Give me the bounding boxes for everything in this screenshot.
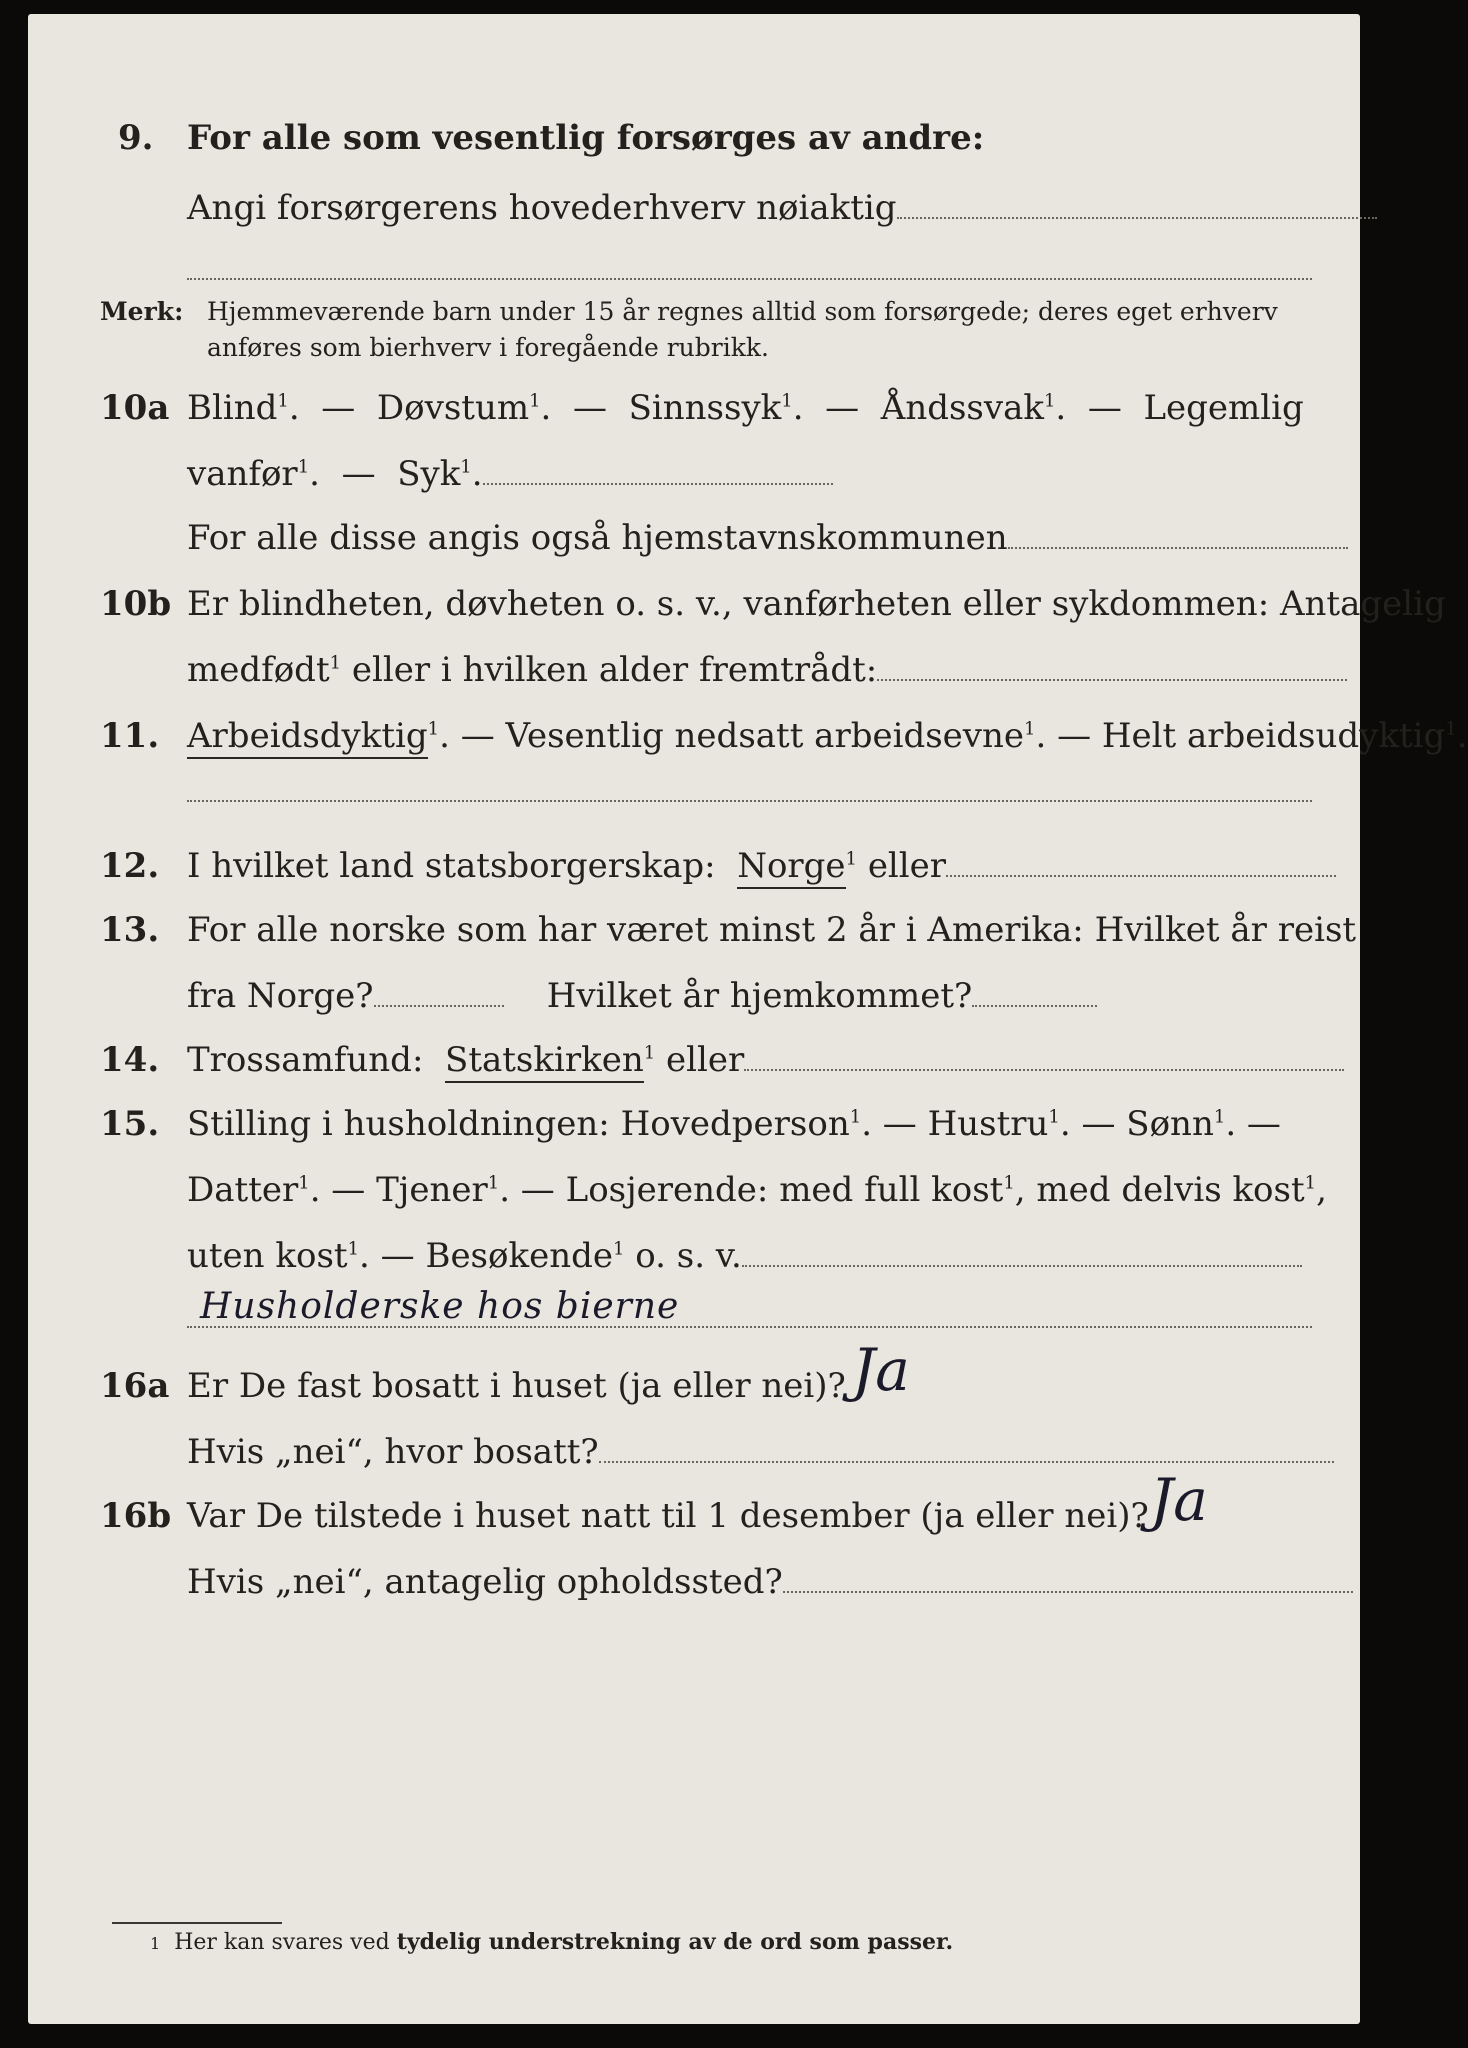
q16a-line1: Er De fast bosatt i huset (ja eller nei)? xyxy=(187,1366,846,1406)
q10a-sinnssyk: Sinnssyk xyxy=(628,388,782,428)
q10a-dovstum: Døvstum xyxy=(376,388,530,428)
q14-line: Trossamfund: Statskirken$^1$ eller xyxy=(187,1040,1344,1080)
q16b-number: 16b xyxy=(100,1496,172,1536)
q10b-line2: medfødt$^1$ eller i hvilken alder fremtrådt: xyxy=(187,650,1347,690)
q10a-number: 10a xyxy=(100,388,170,428)
q13-return-line xyxy=(972,1005,1097,1007)
q15-line2: Datter$^1$. — Tjener$^1$. — Losjerende: med full kost$^1$, med delvis kost$^1$, xyxy=(187,1170,1327,1210)
q13-departure-line xyxy=(374,1005,504,1007)
q10a-municipality-line xyxy=(1008,547,1348,549)
q10a-blind: Blind xyxy=(187,388,278,428)
q9-answer-line xyxy=(897,217,1377,219)
merk-line1: Hjemmeværende barn under 15 år regnes alltid som forsørgede; deres eget erhverv xyxy=(207,297,1278,326)
q11-arbeidsdyktig-underlined: Arbeidsdyktig xyxy=(187,716,428,759)
merk-label: Merk: xyxy=(100,297,184,326)
q14-statskirken-underlined: Statskirken xyxy=(445,1040,644,1083)
q15-answer-line xyxy=(742,1265,1302,1267)
q10a-line1: Blind$^1$. — Døvstum$^1$. — Sinnssyk$^1$. — Åndssvak$^1$. — Legemlig xyxy=(187,388,1304,428)
q15-number: 15. xyxy=(100,1104,160,1144)
q10b-number: 10b xyxy=(100,584,172,624)
merk-line2: anføres som bierhverv i foregående rubrikk. xyxy=(207,333,769,362)
q13-line2: fra Norge? Hvilket år hjemkommet? xyxy=(187,976,1097,1016)
q12-answer-line xyxy=(946,875,1336,877)
q14-number: 14. xyxy=(100,1040,160,1080)
q10a-answer-line xyxy=(483,483,833,485)
q16a-line2: Hvis „nei“, hvor bosatt? xyxy=(187,1432,1334,1472)
q16b-answer-line xyxy=(783,1591,1353,1593)
q16a-number: 16a xyxy=(100,1366,170,1406)
q15-handwritten-answer: Husholderske hos bierne xyxy=(200,1286,680,1327)
q16a-handwritten-answer: Ja xyxy=(852,1336,910,1404)
q9-main-occupation-label: Angi forsørgerens hovederhverv nøiaktig xyxy=(187,188,897,228)
q12-number: 12. xyxy=(100,846,160,886)
q15-line3: uten kost$^1$. — Besøkende$^1$ o. s. v. xyxy=(187,1236,1302,1276)
q13-line1: For alle norske som har været minst 2 år i Amerika: Hvilket år reist xyxy=(187,910,1357,950)
q10a-line3: For alle disse angis også hjemstavnskommunen xyxy=(187,518,1348,558)
q10b-answer-line xyxy=(877,679,1347,681)
q9-line2 xyxy=(187,188,1377,228)
q10a-andssvak: Åndssvak xyxy=(880,388,1044,428)
q11-number: 11. xyxy=(100,716,160,756)
q9-number: 9. xyxy=(118,118,154,158)
q16b-line2: Hvis „nei“, antagelig opholdssted? xyxy=(187,1562,1353,1602)
q12-norge-underlined: Norge xyxy=(737,846,845,889)
q12-line: I hvilket land statsborgerskap: Norge$^1$ eller xyxy=(187,846,1336,886)
q16a-answer-line xyxy=(599,1461,1334,1463)
q16b-line1: Var De tilstede i huset natt til 1 desember (ja eller nei)? xyxy=(187,1496,1149,1536)
q10a-legemlig: Legemlig xyxy=(1143,388,1304,428)
q15-line1: Stilling i husholdningen: Hovedperson$^1$. — Hustru$^1$. — Sønn$^1$. — xyxy=(187,1104,1281,1144)
q11-answer-line xyxy=(187,800,1312,802)
q16b-handwritten-answer: Ja xyxy=(1150,1466,1208,1534)
footnote: 1 Her kan svares ved tydelig understrekning av de ord som passer. xyxy=(150,1929,954,1955)
q10a-line2: vanfør$^1$. — Syk$^1$. xyxy=(187,454,833,494)
q10b-line1: Er blindheten, døvheten o. s. v., vanførheten eller sykdommen: Antagelig xyxy=(187,584,1446,624)
q13-number: 13. xyxy=(100,910,160,950)
q9-extra-line xyxy=(187,278,1312,280)
footnote-rule xyxy=(112,1922,282,1924)
q15-extra-line xyxy=(187,1326,1312,1328)
q11-line1: Arbeidsdyktig$^1$. — Vesentlig nedsatt arbeidsevne$^1$. — Helt arbeidsudyktig$^1$. xyxy=(187,716,1468,756)
q9-title: For alle som vesentlig forsørges av andre: xyxy=(187,118,985,158)
q14-answer-line xyxy=(744,1069,1344,1071)
